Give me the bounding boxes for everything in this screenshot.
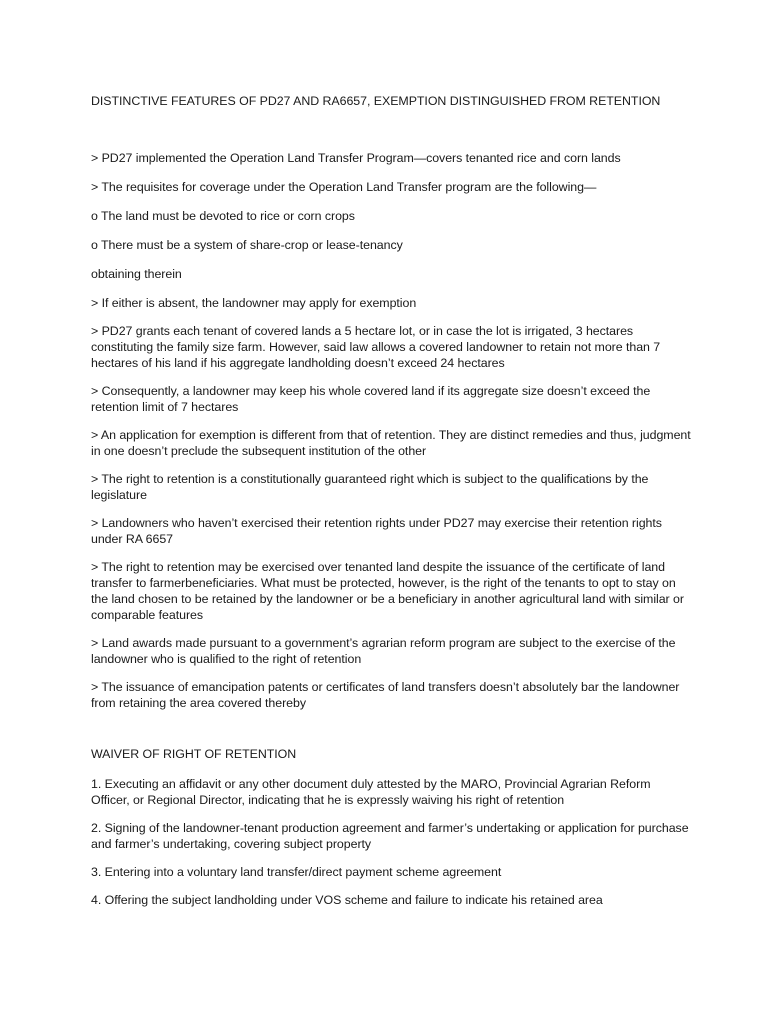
paragraph: o The land must be devoted to rice or corn crops [91, 209, 355, 223]
waiver-section [91, 746, 691, 920]
paragraph: o There must be a system of share-crop or lease-tenancy [91, 238, 403, 252]
paragraph: > If either is absent, the landowner may apply for exemption [91, 296, 417, 310]
paragraph: > Landowners who haven’t exercised their retention rights under PD27 may exercise their retention rights under RA 6657 [91, 516, 662, 546]
page-title: DISTINCTIVE FEATURES OF PD27 AND RA6657, EXEMPTION DISTINGUISHED FROM RETENTION [91, 94, 661, 108]
paragraph: > The requisites for coverage under the Operation Land Transfer program are the following— [91, 180, 597, 194]
paragraph: > PD27 grants each tenant of covered lands a 5 hectare lot, or in case the lot is irrigated, 3 hectares constituting the family size farm. However, said law allows a covered landowner to retain not more than 7 hectares of his land if his aggregate landholding doesn’t exceed 24 hectares [91, 324, 661, 370]
paragraph: > An application for exemption is different from that of retention. They are distinct remedies and thus, judgment in one doesn’t preclude the subsequent institution of the other [91, 428, 691, 458]
list-item: 1. Executing an affidavit or any other document duly attested by the MARO, Provincial Agrarian Reform Officer, or Regional Director, indicating that he is expressly waiving his right of retention [91, 777, 651, 807]
list-item: 2. Signing of the landowner-tenant production agreement and farmer’s undertaking or application for purchase and farmer’s undertaking, covering subject property [91, 821, 689, 851]
paragraph: > The right to retention is a constitutionally guaranteed right which is subject to the qualifications by the legislature [91, 472, 649, 502]
paragraph: > Land awards made pursuant to a government’s agrarian reform program are subject to the exercise of the landowner who is qualified to the right of retention [91, 636, 676, 666]
paragraph: > The right to retention may be exercised over tenanted land despite the issuance of the certificate of land transfer to farmerbeneficiaries. What must be protected, however, is the right of the tenants to opt to stay on the land chosen to be retained by the landowner or be a beneficiary in another agricultural land with similar or comparable features [91, 560, 684, 622]
section-heading: WAIVER OF RIGHT OF RETENTION [91, 747, 297, 761]
paragraph: obtaining therein [91, 267, 182, 281]
paragraph: > PD27 implemented the Operation Land Transfer Program—covers tenanted rice and corn lands [91, 151, 621, 165]
paragraph: > Consequently, a landowner may keep his whole covered land if its aggregate size doesn’t exceed the retention limit of 7 hectares [91, 384, 651, 414]
features-section [91, 150, 691, 723]
list-item: 4. Offering the subject landholding under VOS scheme and failure to indicate his retained area [91, 893, 603, 907]
list-item: 3. Entering into a voluntary land transfer/direct payment scheme agreement [91, 865, 502, 879]
paragraph: > The issuance of emancipation patents or certificates of land transfers doesn’t absolutely bar the landowner from retaining the area covered thereby [91, 680, 680, 710]
